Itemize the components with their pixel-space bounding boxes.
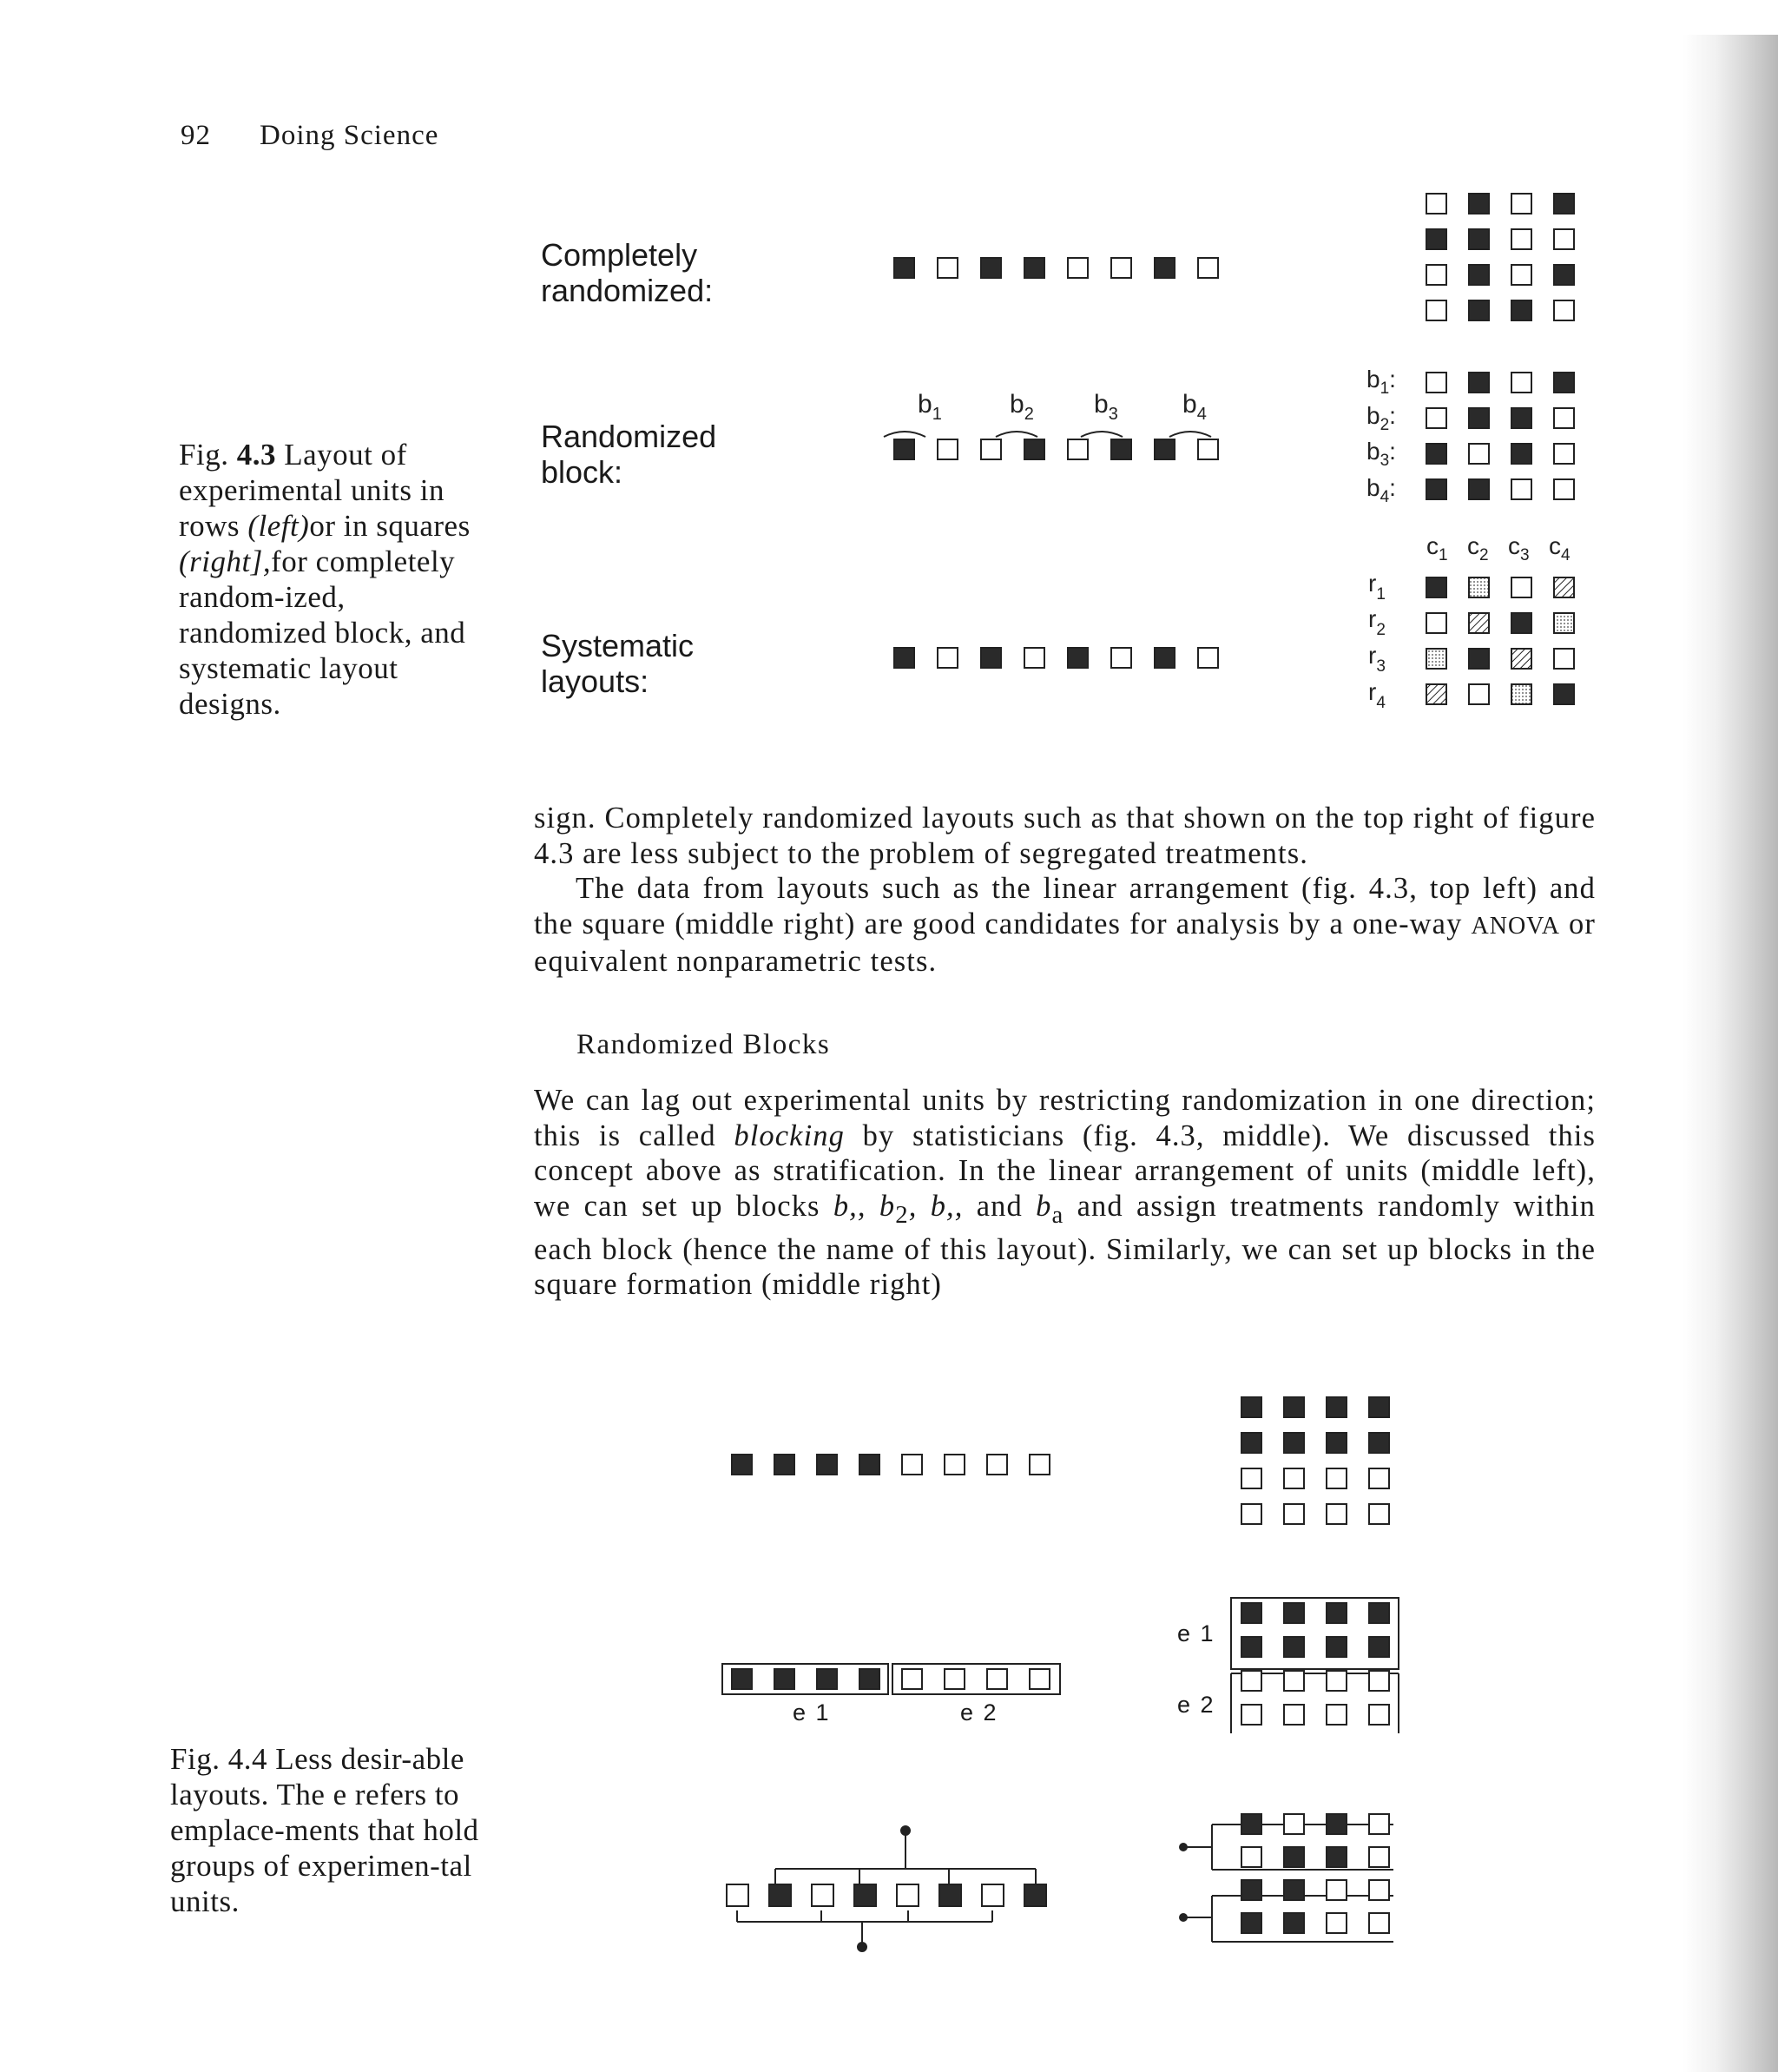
unit-open (938, 258, 958, 278)
square-label-b3: $b_3$: (1366, 438, 1396, 470)
unit-open (812, 1884, 833, 1906)
unit-open (1554, 229, 1574, 249)
unit-open (1030, 1455, 1050, 1475)
unit-open (1511, 229, 1531, 249)
block-label-b1: $b_1$ (918, 390, 942, 424)
unit-filled (1469, 373, 1489, 393)
row-label-r3: $r_3$ (1368, 642, 1386, 676)
unit-filled (894, 439, 914, 459)
unit-filled (1068, 648, 1088, 668)
unit-open (1198, 258, 1218, 278)
page-number: 92 (181, 120, 211, 151)
unit-open (1327, 1913, 1347, 1933)
unit-filled (1469, 408, 1489, 428)
section-heading: Randomized Blocks (576, 1029, 831, 1060)
row-randomized-block (894, 439, 1218, 459)
unit-filled (981, 258, 1001, 278)
unit-filled (1284, 1847, 1304, 1867)
unit-open (1511, 577, 1531, 597)
row-emplacements (732, 1669, 1050, 1689)
square-emplacement-label-e1: e 1 (1177, 1620, 1215, 1646)
row-branched (727, 1884, 1046, 1906)
unit-filled (1469, 194, 1489, 214)
scanned-page-edge (1683, 35, 1778, 2072)
unit-filled (1426, 479, 1446, 499)
unit-filled (1241, 1637, 1261, 1657)
unit-open (1426, 373, 1446, 393)
row-labels (1368, 570, 1386, 712)
unit-open (1284, 1705, 1304, 1725)
unit-open (1241, 1504, 1261, 1524)
unit-hatched (1469, 613, 1489, 633)
unit-open (1111, 258, 1131, 278)
unit-filled (774, 1455, 794, 1475)
unit-filled (1469, 300, 1489, 320)
unit-filled (1327, 1603, 1347, 1623)
unit-open (1511, 194, 1531, 214)
column-label-c3: $c_3$ (1508, 532, 1530, 564)
unit-filled (1241, 1880, 1261, 1900)
row-label-r2: $r_2$ (1368, 605, 1386, 639)
unit-open (1068, 258, 1088, 278)
unit-filled (1024, 439, 1044, 459)
row-emplacement-label-e1: e 1 (793, 1699, 831, 1726)
unit-open (1198, 439, 1218, 459)
row-emplacement-label-e2: e 2 (960, 1699, 998, 1726)
unit-hatched (1511, 649, 1531, 669)
unit-open (727, 1884, 748, 1906)
unit-filled (1426, 444, 1446, 464)
square-block-labels (1366, 366, 1396, 506)
row-emplacement-boxes (722, 1664, 1060, 1694)
row-segregated (732, 1455, 1050, 1475)
unit-filled (1241, 1397, 1261, 1417)
square-completely-randomized (1426, 194, 1574, 320)
unit-filled (981, 648, 1001, 668)
unit-filled (1155, 439, 1175, 459)
unit-filled (1511, 613, 1531, 633)
unit-open (1369, 1880, 1389, 1900)
unit-filled (1327, 1847, 1347, 1867)
unit-filled (1469, 229, 1489, 249)
unit-filled (1284, 1603, 1304, 1623)
unit-filled (1511, 300, 1531, 320)
unit-filled (1024, 1884, 1046, 1906)
unit-filled (1369, 1433, 1389, 1453)
unit-open (945, 1669, 965, 1689)
unit-filled (1426, 229, 1446, 249)
row-completely-randomized (894, 258, 1218, 278)
unit-open (1511, 479, 1531, 499)
label-systematic-layouts: Systematic layouts: (541, 628, 695, 699)
unit-filled (1284, 1397, 1304, 1417)
unit-filled (1554, 373, 1574, 393)
unit-filled (1284, 1880, 1304, 1900)
unit-filled (774, 1669, 794, 1689)
unit-open (1554, 408, 1574, 428)
unit-filled (1554, 265, 1574, 285)
square-emplacement-label-e2: e 2 (1177, 1692, 1215, 1718)
unit-open (1369, 1814, 1389, 1834)
unit-filled (1111, 439, 1131, 459)
unit-filled (1369, 1397, 1389, 1417)
paragraph-3: We can lag out experimental units by restricting randomization in one direction; this is called blocking by statisticians (fig. 4.3, middle). We discussed this concept above as stratification. In the linear arrangement of units (middle left), we can set up blocks b,, $b_2$, b,, and $b_a$ and assign treatments randomly within each block (hence the name of this layout). Similarly, we can set up blocks in the square formation (middle right) (534, 1084, 1597, 1302)
column-label-c4: $c_4$ (1549, 532, 1571, 564)
unit-filled (732, 1669, 752, 1689)
unit-hatched (1554, 577, 1574, 597)
unit-filled (1511, 408, 1531, 428)
unit-filled (1327, 1637, 1347, 1657)
square-branched (1241, 1814, 1389, 1933)
block-brackets (884, 432, 1211, 437)
unit-open (1198, 648, 1218, 668)
unit-open (1554, 479, 1574, 499)
unit-open (1241, 1847, 1261, 1867)
block-label-b2: $b_2$ (1010, 390, 1034, 424)
unit-open (1111, 648, 1131, 668)
unit-open (1369, 1913, 1389, 1933)
unit-open (982, 1884, 1004, 1906)
column-labels (1426, 532, 1571, 564)
unit-open (1030, 1669, 1050, 1689)
paragraph-2: The data from layouts such as the linear arrangement (fig. 4.3, top left) and the square (middle right) are good candidates for analysis by a one-way ANOVA or equivalent nonparametric tests. (534, 872, 1596, 978)
unit-open (1369, 1847, 1389, 1867)
unit-open (1241, 1671, 1261, 1691)
unit-open (1426, 408, 1446, 428)
unit-open (1284, 1814, 1304, 1834)
unit-open (1068, 439, 1088, 459)
unit-open (1511, 373, 1531, 393)
row-label-r1: $r_1$ (1368, 570, 1386, 604)
unit-filled (1241, 1814, 1261, 1834)
unit-open (1241, 1468, 1261, 1488)
unit-open (981, 439, 1001, 459)
unit-open (1327, 1880, 1347, 1900)
row-systematic (894, 648, 1218, 668)
unit-filled (1284, 1433, 1304, 1453)
unit-dotted (1554, 613, 1574, 633)
unit-filled (1469, 265, 1489, 285)
unit-filled (1241, 1433, 1261, 1453)
unit-filled (1241, 1603, 1261, 1623)
unit-open (1327, 1504, 1347, 1524)
unit-open (987, 1455, 1007, 1475)
unit-filled (817, 1455, 837, 1475)
unit-filled (1327, 1433, 1347, 1453)
unit-open (1426, 300, 1446, 320)
unit-open (1327, 1468, 1347, 1488)
unit-open (1327, 1705, 1347, 1725)
unit-open (1369, 1468, 1389, 1488)
unit-open (897, 1884, 919, 1906)
square-emplacements (1241, 1603, 1389, 1725)
unit-open (1369, 1705, 1389, 1725)
unit-filled (854, 1884, 876, 1906)
paragraph-1: sign. Completely randomized layouts such as that shown on the top right of figure 4.3 are less subject to the problem of segregated treatments. (534, 802, 1596, 870)
unit-open (1554, 444, 1574, 464)
unit-open (1241, 1705, 1261, 1725)
unit-hatched (1426, 684, 1446, 704)
square-label-b2: $b_2$: (1366, 402, 1396, 434)
unit-dotted (1469, 577, 1489, 597)
column-label-c2: $c_2$ (1467, 532, 1489, 564)
unit-open (1511, 265, 1531, 285)
unit-dotted (1511, 684, 1531, 704)
body-text-top (534, 801, 1596, 980)
unit-open (938, 648, 958, 668)
unit-open (1554, 649, 1574, 669)
unit-open (1469, 444, 1489, 464)
unit-filled (817, 1669, 837, 1689)
unit-open (945, 1455, 965, 1475)
square-label-b1: $b_1$: (1366, 366, 1396, 398)
running-title: Doing Science (260, 120, 439, 151)
label-completely-randomized: Completely randomized: (541, 237, 714, 308)
unit-filled (1369, 1637, 1389, 1657)
row-label-r4: $r_4$ (1368, 678, 1386, 712)
square-systematic (1426, 577, 1574, 704)
unit-filled (1469, 479, 1489, 499)
unit-filled (894, 258, 914, 278)
unit-filled (1554, 684, 1574, 704)
unit-open (1426, 613, 1446, 633)
square-segregated (1241, 1397, 1389, 1524)
unit-filled (1327, 1814, 1347, 1834)
unit-filled (1369, 1603, 1389, 1623)
block-label-b3: $b_3$ (1094, 390, 1118, 424)
unit-filled (939, 1884, 961, 1906)
unit-filled (894, 648, 914, 668)
square-label-b4: $b_4$: (1366, 474, 1396, 506)
unit-open (1327, 1671, 1347, 1691)
row-block-labels (918, 390, 1207, 424)
column-label-c1: $c_1$ (1426, 532, 1448, 564)
unit-open (1426, 265, 1446, 285)
unit-open (1284, 1468, 1304, 1488)
unit-open (902, 1669, 922, 1689)
figure-4-3-caption: Fig. 4.3 Layout of experimental units in rows (left)or in squares (right],for completely random-ized, randomized block, and systematic layout designs. (179, 438, 471, 721)
unit-open (902, 1455, 922, 1475)
unit-filled (859, 1455, 879, 1475)
unit-filled (1284, 1913, 1304, 1933)
unit-filled (1284, 1637, 1304, 1657)
unit-open (1369, 1671, 1389, 1691)
figure-4-4-caption: Fig. 4.4 Less desir-able layouts. The e refers to emplace-ments that hold groups of experimen-tal units. (170, 1742, 479, 1918)
unit-open (938, 439, 958, 459)
unit-open (987, 1669, 1007, 1689)
unit-filled (1469, 649, 1489, 669)
unit-filled (1327, 1397, 1347, 1417)
unit-open (1426, 194, 1446, 214)
unit-filled (1426, 577, 1446, 597)
square-randomized-block (1426, 373, 1574, 499)
unit-filled (859, 1669, 879, 1689)
unit-open (1554, 300, 1574, 320)
unit-filled (769, 1884, 791, 1906)
unit-filled (732, 1455, 752, 1475)
unit-filled (1554, 194, 1574, 214)
unit-filled (1511, 444, 1531, 464)
unit-open (1284, 1504, 1304, 1524)
label-randomized-block: Randomized block: (541, 419, 717, 490)
unit-open (1469, 684, 1489, 704)
unit-open (1024, 648, 1044, 668)
unit-filled (1241, 1913, 1261, 1933)
unit-open (1284, 1671, 1304, 1691)
unit-filled (1155, 258, 1175, 278)
unit-filled (1024, 258, 1044, 278)
block-label-b4: $b_4$ (1182, 390, 1207, 424)
unit-open (1369, 1504, 1389, 1524)
unit-filled (1155, 648, 1175, 668)
unit-dotted (1426, 649, 1446, 669)
